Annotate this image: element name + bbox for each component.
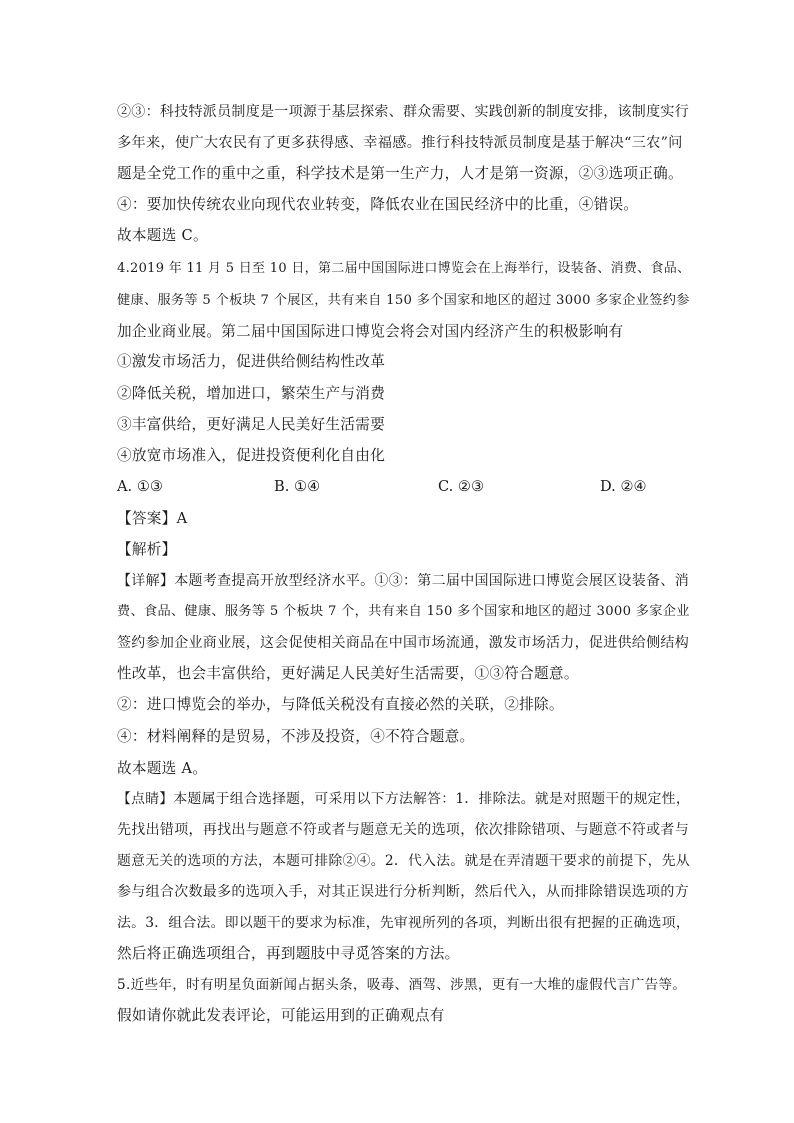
question-4-stem: 加企业商业展。第二届中国国际进口博览会将会对国内经济产生的积极影响有	[117, 323, 624, 340]
statement-2: ②降低关税，增加进口，繁荣生产与消费	[117, 385, 386, 402]
question-5-stem: 假如请你就此发表评论，可能运用到的正确观点有	[117, 1007, 445, 1024]
text-line: 多年来，使广大农民有了更多获得感、幸福感。推行科技特派员制度是基于解决“三农”问	[117, 135, 683, 151]
text-line: ②③：科技特派员制度是一项源于基层探索、群众需要、实践创新的制度安排，该制度实行	[117, 104, 689, 120]
answer-line: 【答案】A	[117, 510, 188, 527]
option-b: B. ①④	[274, 478, 321, 495]
detail-line: 费、食品、健康、服务等 5 个板块 7 个，共有来自 150 多个国家和地区的超过 3000 多家企业	[117, 604, 690, 619]
tip-line: 先找出错项，再找出与题意不符或者与题意无关的选项，依次排除错项、与题意不符或者与	[117, 822, 689, 838]
text-line: 题是全党工作的重中之重，科学技术是第一生产力，人才是第一资源，②③选项正确。	[117, 165, 683, 182]
detail-line: ②：进口博览会的举办，与降低关税没有直接必然的关联，②排除。	[117, 696, 564, 713]
analysis-heading: 【解析】	[117, 541, 177, 558]
option-d: D. ②④	[600, 478, 647, 495]
detail-line: ④：材料阐释的是贸易，不涉及投资，④不符合题意。	[117, 728, 475, 745]
statement-4: ④放宽市场准入，促进投资便利化自由化	[117, 447, 386, 464]
question-4-stem: 4.2019 年 11 月 5 日至 10 日，第二届中国国际进口博览会在上海举行，设装备、消费、食品、	[117, 261, 691, 276]
tip-line: 题意无关的选项的方法，本题可排除②④。2．代入法。就是在弄清题干要求的前提下，先从	[117, 853, 690, 869]
option-c: C. ②③	[438, 478, 485, 495]
tip-line: 【点睛】本题属于组合选择题，可采用以下方法解答：1．排除法。就是对照题干的规定性，	[117, 791, 690, 807]
question-5-stem: 5.近些年，时有明星负面新闻占据头条，吸毒、酒驾、涉黑，更有一大堆的虚假代言广告等。	[117, 977, 687, 993]
tip-line: 参与组合次数最多的选项入手，对其正误进行分析判断，然后代入，从而排除错误选项的方	[117, 884, 689, 900]
statement-1: ①激发市场活力，促进供给侧结构性改革	[117, 353, 386, 370]
text-line: ④：要加快传统农业向现代农业转变，降低农业在国民经济中的比重，④错误。	[117, 196, 639, 213]
text-line: 故本题选 C。	[117, 227, 208, 244]
detail-line: 故本题选 A。	[117, 760, 208, 777]
tip-line: 法。3．组合法。即以题干的要求为标准，先审视所列的各项，判断出很有把握的正确选项，	[117, 915, 690, 931]
option-a: A. ①③	[117, 478, 163, 495]
detail-line: 性改革，也会丰富供给，更好满足人民美好生活需要，①③符合题意。	[117, 665, 579, 682]
detail-line: 签约参加企业商业展，这会促使相关商品在中国市场流通，激发市场活力，促进供给侧结构	[117, 635, 689, 651]
tip-line: 然后将正确选项组合，再到题肢中寻觅答案的方法。	[117, 945, 460, 962]
question-4-stem: 健康、服务等 5 个板块 7 个展区，共有来自 150 多个国家和地区的超过 3000 多家企业签约参	[117, 293, 690, 308]
detail-line: 【详解】本题考查提高开放型经济水平。①③：第二届中国国际进口博览会展区设装备、消	[117, 573, 689, 589]
statement-3: ③丰富供给，更好满足人民美好生活需要	[117, 416, 386, 433]
answer-options	[117, 477, 677, 497]
